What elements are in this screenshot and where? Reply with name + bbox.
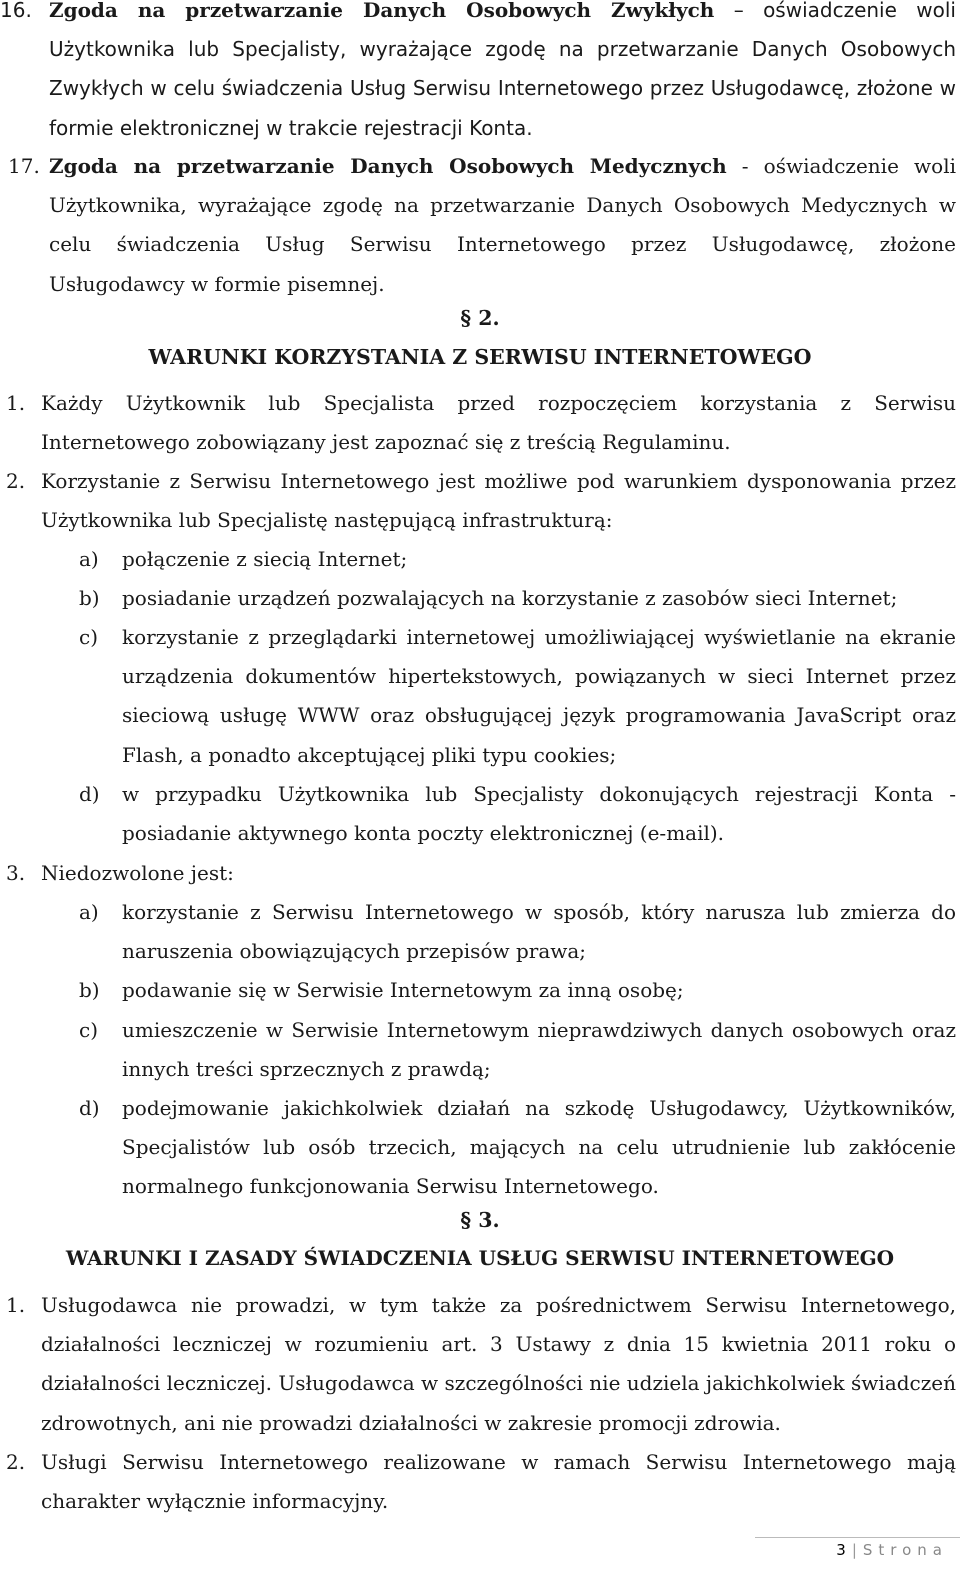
list-item-letter: a): [79, 900, 99, 924]
page-footer: [836, 1541, 948, 1559]
definition-text: - oświadczenie woli Użytkownika, wyrażające zgodę na przetwarzanie Danych Osobowych Medycznych w celu świadczenia Usług Serwisu Internetowego przez Usługodawcę, złożone Usługodawcy w formie pisemnej.: [49, 154, 956, 296]
list-item-letter: c): [79, 625, 99, 649]
paragraph-number: 2.: [6, 1450, 26, 1474]
definition-term: Zgoda na przetwarzanie Danych Osobowych Medycznych: [49, 154, 727, 178]
list-item-letter: d): [79, 782, 100, 806]
list-item-2-2-c: [0, 618, 956, 775]
paragraph-number: 1.: [6, 391, 26, 415]
list-item-text: posiadanie urządzeń pozwalających na korzystanie z zasobów sieci Internet;: [122, 586, 898, 610]
section-3-title: WARUNKI I ZASADY ŚWIADCZENIA USŁUG SERWISU INTERNETOWEGO: [65, 1246, 895, 1270]
footer-rule: [755, 1537, 960, 1538]
page-number: 3: [836, 1541, 846, 1559]
paragraph-number: 2.: [6, 469, 26, 493]
paragraph-text: Każdy Użytkownik lub Specjalista przed rozpoczęciem korzystania z Serwisu Internetowego zobowiązany jest zapoznać się z treścią Regulaminu.: [41, 391, 956, 455]
list-item-text: umieszczenie w Serwisie Internetowym nieprawdziwych danych osobowych oraz innych treści sprzecznych z prawdą;: [122, 1018, 956, 1082]
footer-label: Strona: [862, 1541, 948, 1559]
section-2-mark: § 2.: [460, 306, 500, 330]
list-item-letter: b): [79, 586, 100, 610]
list-item-text: połączenie z siecią Internet;: [122, 547, 408, 571]
paragraph-2-2: [0, 462, 956, 540]
list-item-letter: b): [79, 978, 100, 1002]
list-item-2-3-d: [0, 1089, 956, 1207]
list-item-letter: d): [79, 1096, 100, 1120]
list-item-2-2-d: [0, 775, 956, 853]
paragraph-2-1: [0, 384, 956, 462]
list-item-text: korzystanie z przeglądarki internetowej umożliwiającej wyświetlanie na ekranie urządzenia dokumentów hipertekstowych, powiązanych w sieci Internet przez sieciową usługę WWW oraz obsługującej język programowania JavaScript oraz Flash, a ponadto akceptującej pliki typu cookies;: [122, 625, 956, 767]
section-3-mark: § 3.: [460, 1208, 500, 1232]
list-item-text: korzystanie z Serwisu Internetowego w sposób, który narusza lub zmierza do naruszenia obowiązujących przepisów prawa;: [122, 900, 956, 964]
section-2-title: WARUNKI KORZYSTANIA Z SERWISU INTERNETOWEGO: [148, 345, 812, 369]
paragraph-2-3: [0, 854, 956, 893]
definition-number: 17.: [8, 154, 40, 178]
definition-16: [0, 0, 956, 148]
paragraph-3-2: [0, 1443, 956, 1521]
list-item-2-3-a: [0, 893, 956, 971]
list-item-letter: a): [79, 547, 99, 571]
list-item-letter: c): [79, 1018, 99, 1042]
list-item-text: podawanie się w Serwisie Internetowym za inną osobę;: [122, 978, 684, 1002]
list-item-2-2-b: [0, 579, 956, 618]
list-item-text: w przypadku Użytkownika lub Specjalisty dokonujących rejestracji Konta - posiadanie aktywnego konta poczty elektronicznej (e-mail).: [122, 782, 956, 846]
list-item-2-2-a: [0, 540, 956, 579]
definition-17: [0, 147, 956, 304]
paragraph-text: Korzystanie z Serwisu Internetowego jest możliwe pod warunkiem dysponowania przez Użytkownika lub Specjalistę następującą infrastrukturą:: [41, 469, 956, 533]
list-item-text: podejmowanie jakichkolwiek działań na szkodę Usługodawcy, Użytkowników, Specjalistów lub osób trzecich, mających na celu utrudnienie lub zakłócenie normalnego funkcjonowania Serwisu Internetowego.: [122, 1096, 956, 1199]
paragraph-text: Niedozwolone jest:: [41, 861, 234, 885]
list-item-2-3-b: [0, 971, 956, 1010]
list-item-2-3-c: [0, 1011, 956, 1089]
footer-separator: |: [851, 1541, 857, 1559]
paragraph-text: Usługodawca nie prowadzi, w tym także za pośrednictwem Serwisu Internetowego, działalności leczniczej w rozumieniu art. 3 Ustawy z dnia 15 kwietnia 2011 roku o działalności leczniczej. Usługodawca w szczególności nie udziela jakichkolwiek świadczeń zdrowotnych, ani nie prowadzi działalności w zakresie promocji zdrowia.: [41, 1293, 956, 1435]
paragraph-number: 3.: [6, 861, 26, 885]
paragraph-text: Usługi Serwisu Internetowego realizowane w ramach Serwisu Internetowego mają charakter wyłącznie informacyjny.: [41, 1450, 956, 1514]
definition-text: – oświadczenie woli Użytkownika lub Specjalisty, wyrażające zgodę na przetwarzanie Danych Osobowych Zwykłych w celu świadczenia Usług Serwisu Internetowego przez Usługodawcę, złożone w formie elektronicznej w trakcie rejestracji Konta.: [49, 0, 956, 140]
definition-number: 16.: [0, 0, 32, 22]
paragraph-3-1: [0, 1286, 956, 1443]
paragraph-number: 1.: [6, 1293, 26, 1317]
definition-term: Zgoda na przetwarzanie Danych Osobowych Zwykłych: [49, 0, 715, 22]
